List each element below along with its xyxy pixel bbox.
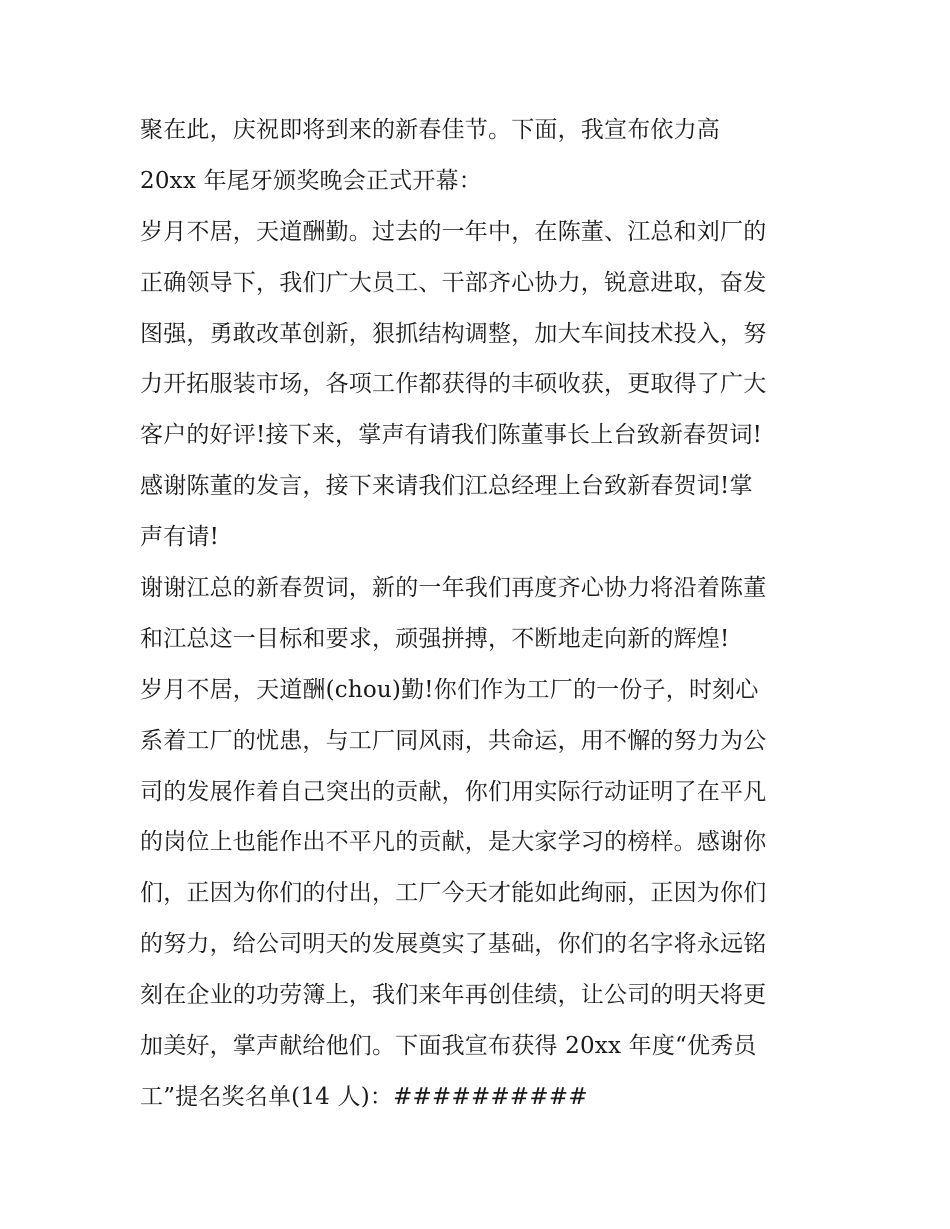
text-line: 们，正因为你们的付出，工厂今天才能如此绚丽，正因为你们: [140, 880, 767, 907]
text-line: 图强，勇敢改革创新，狠抓结构调整，加大车间技术投入，努: [140, 320, 767, 347]
text-line: 岁月不居，天道酬(chou)勤!你们作为工厂的一份子，时刻心: [140, 676, 759, 703]
text-line: 力开拓服装市场，各项工作都获得的丰硕收获，更取得了广大: [140, 371, 767, 398]
text-line: 加美好，掌声献给他们。下面我宣布获得 20xx 年度“优秀员: [140, 1033, 757, 1060]
text-line: 刻在企业的功劳簿上，我们来年再创佳绩，让公司的明天将更: [140, 982, 767, 1009]
text-line: 的努力，给公司明天的发展奠实了基础，你们的名字将永远铭: [140, 931, 767, 958]
text-line: 20xx 年尾牙颁奖晚会正式开幕：: [140, 167, 482, 194]
text-line: 和江总这一目标和要求，顽强拼搏，不断地走向新的辉煌!: [140, 625, 730, 652]
text-line: 系着工厂的忧患，与工厂同风雨，共命运，用不懈的努力为公: [140, 727, 767, 754]
speech-text: [140, 105, 820, 1123]
text-line: 感谢陈董的发言，接下来请我们江总经理上台致新春贺词!掌: [140, 473, 753, 500]
text-line: 客户的好评!接下来，掌声有请我们陈董事长上台致新春贺词!: [140, 422, 763, 449]
text-line: 的岗位上也能作出不平凡的贡献，是大家学习的榜样。感谢你: [140, 829, 767, 856]
text-line: 声有请!: [140, 524, 220, 551]
text-line: 司的发展作着自己突出的贡献，你们用实际行动证明了在平凡: [140, 778, 767, 805]
text-line: 谢谢江总的新春贺词，新的一年我们再度齐心协力将沿着陈董: [140, 575, 767, 602]
text-line: 工”提名奖名单(14 人)：##########: [140, 1083, 588, 1110]
text-line: 岁月不居，天道酬勤。过去的一年中，在陈董、江总和刘厂的: [140, 218, 767, 245]
text-line: 聚在此，庆祝即将到来的新春佳节。下面，我宣布依力高: [140, 117, 720, 143]
text-line: 正确领导下，我们广大员工、干部齐心协力，锐意进取，奋发: [140, 269, 767, 296]
